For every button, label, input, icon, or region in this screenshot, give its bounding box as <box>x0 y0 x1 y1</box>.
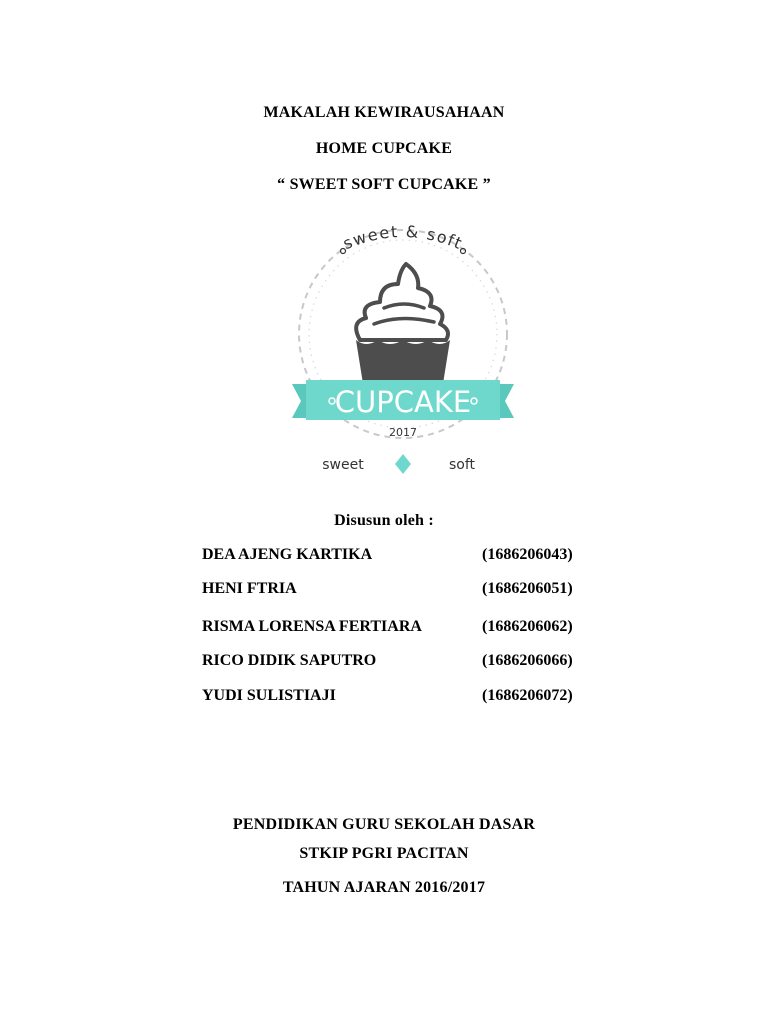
diamond-icon <box>395 454 411 474</box>
member-name-3: RISMA LORENSA FERTIARA <box>202 618 422 635</box>
logo-word-soft: soft <box>448 457 476 473</box>
logo-word-sweet: sweet <box>322 457 364 473</box>
member-name-2: HENI FTRIA <box>202 580 297 597</box>
member-name-1: DEA AJENG KARTIKA <box>202 546 373 563</box>
banner-text: CUPCAKE <box>334 385 472 419</box>
member-id-5: (1686206072) <box>482 687 573 704</box>
footer-line-1: PENDIDIKAN GURU SEKOLAH DASAR <box>232 816 536 833</box>
member-id-4: (1686206066) <box>482 652 573 669</box>
logo-year: 2017 <box>389 426 417 439</box>
member-name-5: YUDI SULISTIAJI <box>202 687 336 704</box>
member-id-3: (1686206062) <box>482 618 573 635</box>
title-line-1: MAKALAH KEWIRAUSAHAAN <box>263 104 505 121</box>
footer-line-2: STKIP PGRI PACITAN <box>299 845 469 862</box>
authors-label: Disusun oleh : <box>334 512 434 529</box>
member-id-1: (1686206043) <box>482 546 573 563</box>
logo-arc-text: sweet & soft <box>340 222 466 254</box>
member-id-2: (1686206051) <box>482 580 573 597</box>
title-line-3: “ SWEET SOFT CUPCAKE ” <box>277 176 491 193</box>
frosting-icon <box>356 264 448 340</box>
cupcake-banner <box>292 380 514 420</box>
cupcake-logo <box>288 222 518 474</box>
footer-line-3: TAHUN AJARAN 2016/2017 <box>282 879 486 896</box>
member-name-4: RICO DIDIK SAPUTRO <box>202 652 377 669</box>
title-line-2: HOME CUPCAKE <box>315 140 453 157</box>
